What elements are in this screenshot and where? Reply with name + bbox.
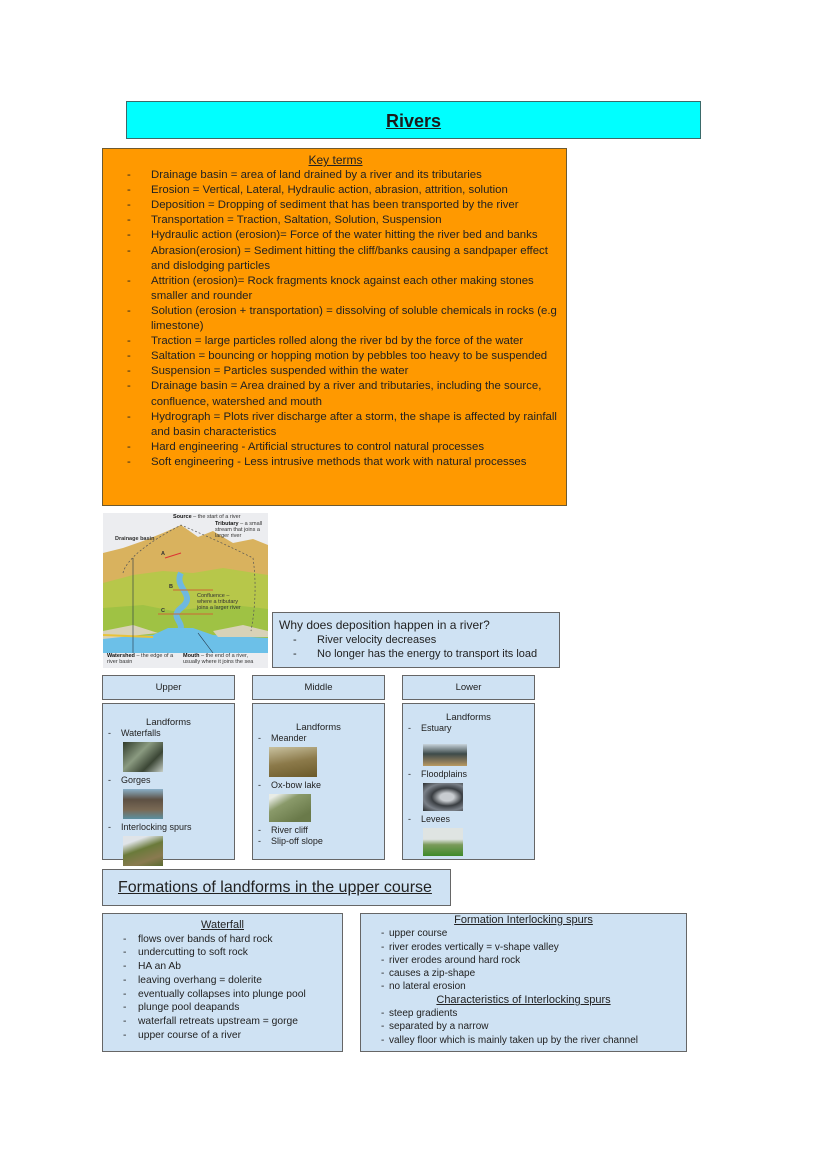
page-title: Rivers (385, 111, 442, 131)
key-term: - Abrasion(erosion) = Sediment hitting the cliff/banks causing a sandpaper effect and dislodging particles (113, 244, 558, 274)
key-term: - Soft engineering - Less intrusive methods that work with natural processes (113, 455, 558, 470)
characteristic-item: - separated by a narrow (361, 1020, 686, 1033)
landform-item: - Meander (253, 733, 384, 744)
waterfall-item: - undercutting to soft rock (103, 946, 342, 960)
landform-item: - Slip-off slope (253, 836, 384, 847)
key-term: - Hydrograph = Plots river discharge after a storm, the shape is affected by rainfall and basin characteristics (113, 410, 558, 440)
interlocking-list (361, 927, 686, 993)
key-term: - Drainage basin = Area drained by a river and tributaries, including the source, confluence, watershed and mouth (113, 379, 558, 409)
interlocking-item: - river erodes around hard rock (361, 954, 686, 967)
characteristics-list (361, 1007, 686, 1047)
landform-item: - Levees (403, 814, 534, 825)
key-term: - Deposition = Dropping of sediment that has been transported by the river (113, 198, 558, 213)
key-term: - Transportation = Traction, Saltation, Solution, Suspension (113, 213, 558, 228)
landform-item: - Gorges (103, 775, 234, 786)
landform-item: - Ox-bow lake (253, 780, 384, 791)
waterfall-item: - upper course of a river (103, 1029, 342, 1043)
levees-photo (423, 828, 463, 856)
key-term: - Attrition (erosion)= Rock fragments knock against each other making stones smaller and rounder (113, 274, 558, 304)
interlocking-item: - river erodes vertically = v-shape valley (361, 941, 686, 954)
landform-item: - Estuary (403, 723, 534, 734)
title-banner (126, 101, 701, 139)
key-term: - Saltation = bouncing or hopping motion by pebbles too heavy to be suspended (113, 349, 558, 364)
waterfall-item: - waterfall retreats upstream = gorge (103, 1015, 342, 1029)
key-term: - Drainage basin = area of land drained by a river and its tributaries (113, 168, 558, 183)
meander-photo (269, 747, 317, 777)
stage-upper-landforms (102, 703, 235, 860)
landform-item: - River cliff (253, 825, 384, 836)
tributary-label: Tributary – a small stream that joins a larger river (215, 521, 263, 539)
interlocking-item: - causes a zip-shape (361, 967, 686, 980)
landforms-heading: Landforms (446, 712, 491, 723)
formations-heading-box (102, 869, 451, 906)
stage-middle-landforms (252, 703, 385, 860)
stage-header-upper: Upper (102, 675, 235, 700)
interlocking-spurs-photo (123, 836, 163, 866)
watershed-label: Watershed – the edge of a river basin (107, 653, 174, 665)
waterfall-heading: Waterfall (201, 919, 244, 931)
interlocking-heading: Formation Interlocking spurs (454, 914, 593, 926)
source-label: Source – the start of a river (173, 514, 241, 520)
landform-item: - Interlocking spurs (103, 822, 234, 833)
waterfall-item: - HA an Ab (103, 960, 342, 974)
deposition-question: Why does deposition happen in a river? (279, 618, 490, 632)
key-term: - Traction = large particles rolled along the river bd by the force of the water (113, 334, 558, 349)
oxbow-lake-photo (269, 794, 311, 822)
landform-item: - Floodplains (403, 769, 534, 780)
waterfall-item: - leaving overhang = dolerite (103, 974, 342, 988)
stage-lower-landforms (402, 703, 535, 860)
stage-header-lower: Lower (402, 675, 535, 700)
drainage-basin-label: Drainage basin (115, 536, 155, 542)
key-terms-list (113, 168, 558, 470)
estuary-photo (423, 744, 467, 766)
marker-a: A (161, 551, 165, 557)
characteristics-heading: Characteristics of Interlocking spurs (436, 993, 611, 1006)
waterfall-item: - plunge pool deapands (103, 1001, 342, 1015)
confluence-label: Confluence – where a tributary joins a larger river (197, 593, 241, 611)
waterfall-item: - eventually collapses into plunge pool (103, 988, 342, 1002)
deposition-answers (279, 633, 553, 661)
characteristic-item: - steep gradients (361, 1007, 686, 1020)
key-term: - Hard engineering - Artificial structures to control natural processes (113, 440, 558, 455)
formations-heading: Formations of landforms in the upper course (118, 879, 432, 896)
waterfall-photo (123, 742, 163, 772)
key-terms-box (102, 148, 567, 506)
deposition-answer: - No longer has the energy to transport its load (279, 647, 553, 661)
floodplains-photo (423, 783, 463, 811)
key-term: - Erosion = Vertical, Lateral, Hydraulic action, abrasion, attrition, solution (113, 183, 558, 198)
characteristic-item: - valley floor which is mainly taken up by the river channel (361, 1034, 686, 1047)
key-term: - Suspension = Particles suspended within the water (113, 364, 558, 379)
interlocking-item: - upper course (361, 927, 686, 940)
deposition-answer: - River velocity decreases (279, 633, 553, 647)
key-term: - Solution (erosion + transportation) = dissolving of soluble chemicals in rocks (e.g limestone) (113, 304, 558, 334)
waterfall-box (102, 913, 343, 1052)
gorge-photo (123, 789, 163, 819)
interlocking-item: - no lateral erosion (361, 980, 686, 993)
waterfall-item: - flows over bands of hard rock (103, 933, 342, 947)
marker-b: B (169, 584, 173, 590)
marker-c: C (161, 608, 165, 614)
key-term: - Hydraulic action (erosion)= Force of the water hitting the river bed and banks (113, 228, 558, 243)
waterfall-list (103, 933, 342, 1043)
stage-header-middle: Middle (252, 675, 385, 700)
landforms-heading: Landforms (296, 722, 341, 733)
key-terms-heading: Key terms (308, 153, 363, 167)
drainage-basin-diagram (103, 513, 268, 668)
interlocking-spurs-box (360, 913, 687, 1052)
deposition-box (272, 612, 560, 668)
landform-item: - Waterfalls (103, 728, 234, 739)
mouth-label: Mouth – the end of a river, usually where it joins the sea (183, 653, 254, 665)
landforms-heading: Landforms (146, 717, 191, 728)
